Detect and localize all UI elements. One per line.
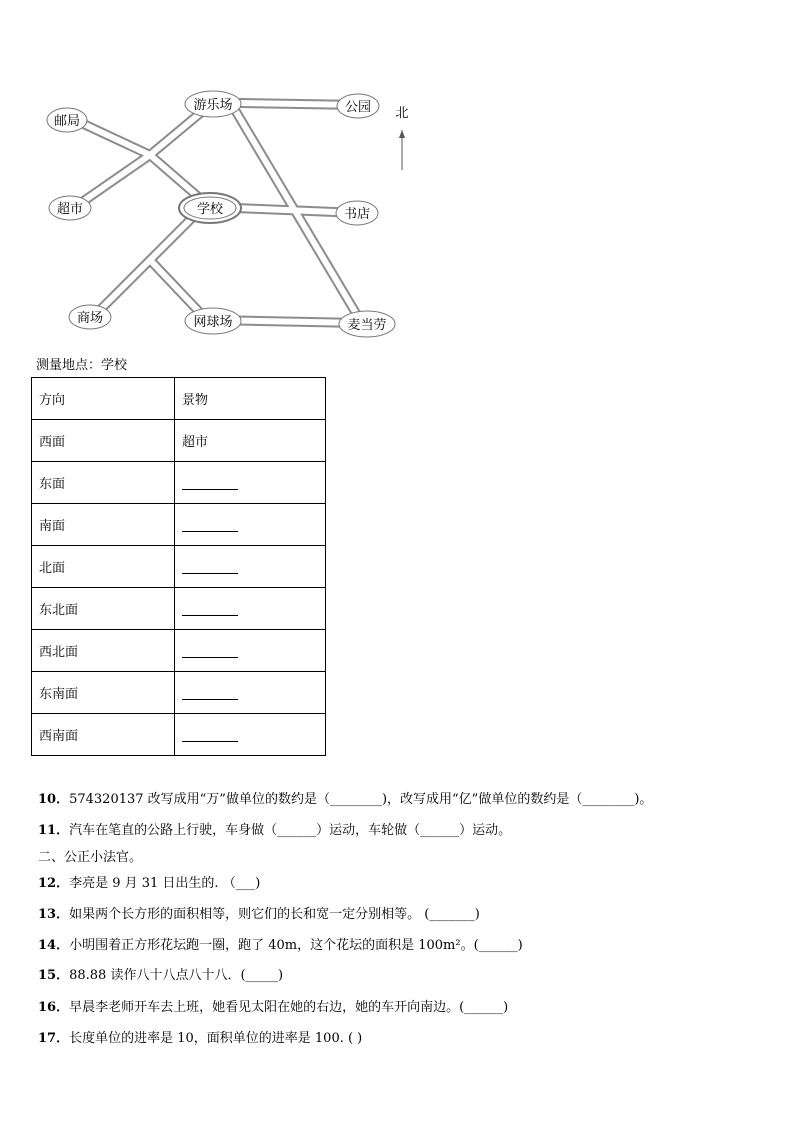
table-row [32,588,326,630]
scene-cell [175,462,326,504]
question-item [38,964,283,983]
direction-table [31,377,326,756]
table-row [32,672,326,714]
table-row [32,420,326,462]
direction-cell: 西北面 [32,630,175,672]
question-number: 14． [38,938,70,953]
table-row [32,630,326,672]
answer-blank[interactable] [182,601,238,616]
answer-blank[interactable] [182,559,238,574]
svg-text:商场: 商场 [76,311,104,326]
direction-cell: 北面 [32,546,175,588]
question-item [38,934,523,953]
question-text: 汽车在笔直的公路上行驶，车身做（______）运动，车轮做（______）运动。 [69,823,512,838]
question-text: 574320137 改写成用“万”做单位的数约是（________)，改写成用“亿”做单位的数约是（________)。 [69,792,653,807]
svg-text:游乐场: 游乐场 [193,98,233,113]
answer-blank[interactable] [182,475,238,490]
question-item [38,996,508,1015]
question-number: 12． [38,876,70,891]
scene-cell [175,504,326,546]
question-text: 88.88 读作八十八点八十八．(_____) [69,968,284,983]
scene-cell [175,630,326,672]
direction-cell: 东北面 [32,588,175,630]
question-text: 早晨李老师开车去上班，她看见太阳在她的右边，她的车开向南边。(______) [69,1000,509,1015]
question-text: 李亮是 9 月 31 日出生的. （___) [69,876,261,891]
place-post-office [47,108,87,132]
svg-text:北: 北 [395,106,409,121]
place-supermarket [49,196,91,220]
question-number: 17． [38,1031,70,1046]
question-item [38,788,652,807]
answer-blank[interactable] [182,517,238,532]
direction-cell: 西面 [32,420,175,462]
question-number: 10． [38,792,70,807]
scene-cell [175,714,326,756]
map-figure [30,75,430,345]
place-amusement-park [185,91,241,117]
svg-text:网球场: 网球场 [193,315,233,330]
place-tennis-court [185,308,241,334]
table-caption: 测量地点：学校 [36,358,128,373]
question-item [38,1027,362,1046]
direction-cell: 西南面 [32,714,175,756]
table-row [32,714,326,756]
scene-cell [175,588,326,630]
question-item [38,903,480,922]
direction-cell: 东南面 [32,672,175,714]
question-number: 13． [38,907,70,922]
answer-blank[interactable] [182,685,238,700]
direction-cell: 东面 [32,462,175,504]
table-row [32,546,326,588]
svg-text:超市: 超市 [56,202,84,217]
answer-blank[interactable] [182,643,238,658]
header-scene: 景物 [175,378,326,420]
section-heading [38,846,142,865]
svg-text:学校: 学校 [196,202,224,217]
place-park [337,94,379,118]
header-direction: 方向 [32,378,175,420]
question-text: 长度单位的进率是 10，面积单位的进率是 100. ( ) [69,1031,363,1046]
question-text: 小明围着正方形花坛跑一圈，跑了 40m，这个花坛的面积是 100m²。(______) [69,938,523,953]
question-text: 如果两个长方形的面积相等，则它们的长和宽一定分别相等。 (_______) [69,907,480,922]
svg-text:邮局: 邮局 [53,114,81,129]
svg-text:麦当劳: 麦当劳 [347,318,387,333]
question-item [38,872,260,891]
question-number: 11． [38,823,70,838]
question-item [38,819,511,838]
table-row [32,504,326,546]
direction-cell: 南面 [32,504,175,546]
scene-cell: 超市 [175,420,326,462]
table-header-row [32,378,326,420]
north-arrow-icon [395,106,408,170]
question-number: 16． [38,1000,70,1015]
place-mcdonalds [339,311,395,337]
question-number: 15． [38,968,70,983]
scene-cell [175,546,326,588]
svg-text:公园: 公园 [344,100,372,115]
svg-text:书店: 书店 [343,207,371,222]
place-school [179,193,241,223]
answer-blank[interactable] [182,727,238,742]
place-mall [69,305,111,329]
scene-cell [175,672,326,714]
question-text: 二、公正小法官。 [38,850,143,865]
place-bookstore [336,201,378,225]
table-row [32,462,326,504]
